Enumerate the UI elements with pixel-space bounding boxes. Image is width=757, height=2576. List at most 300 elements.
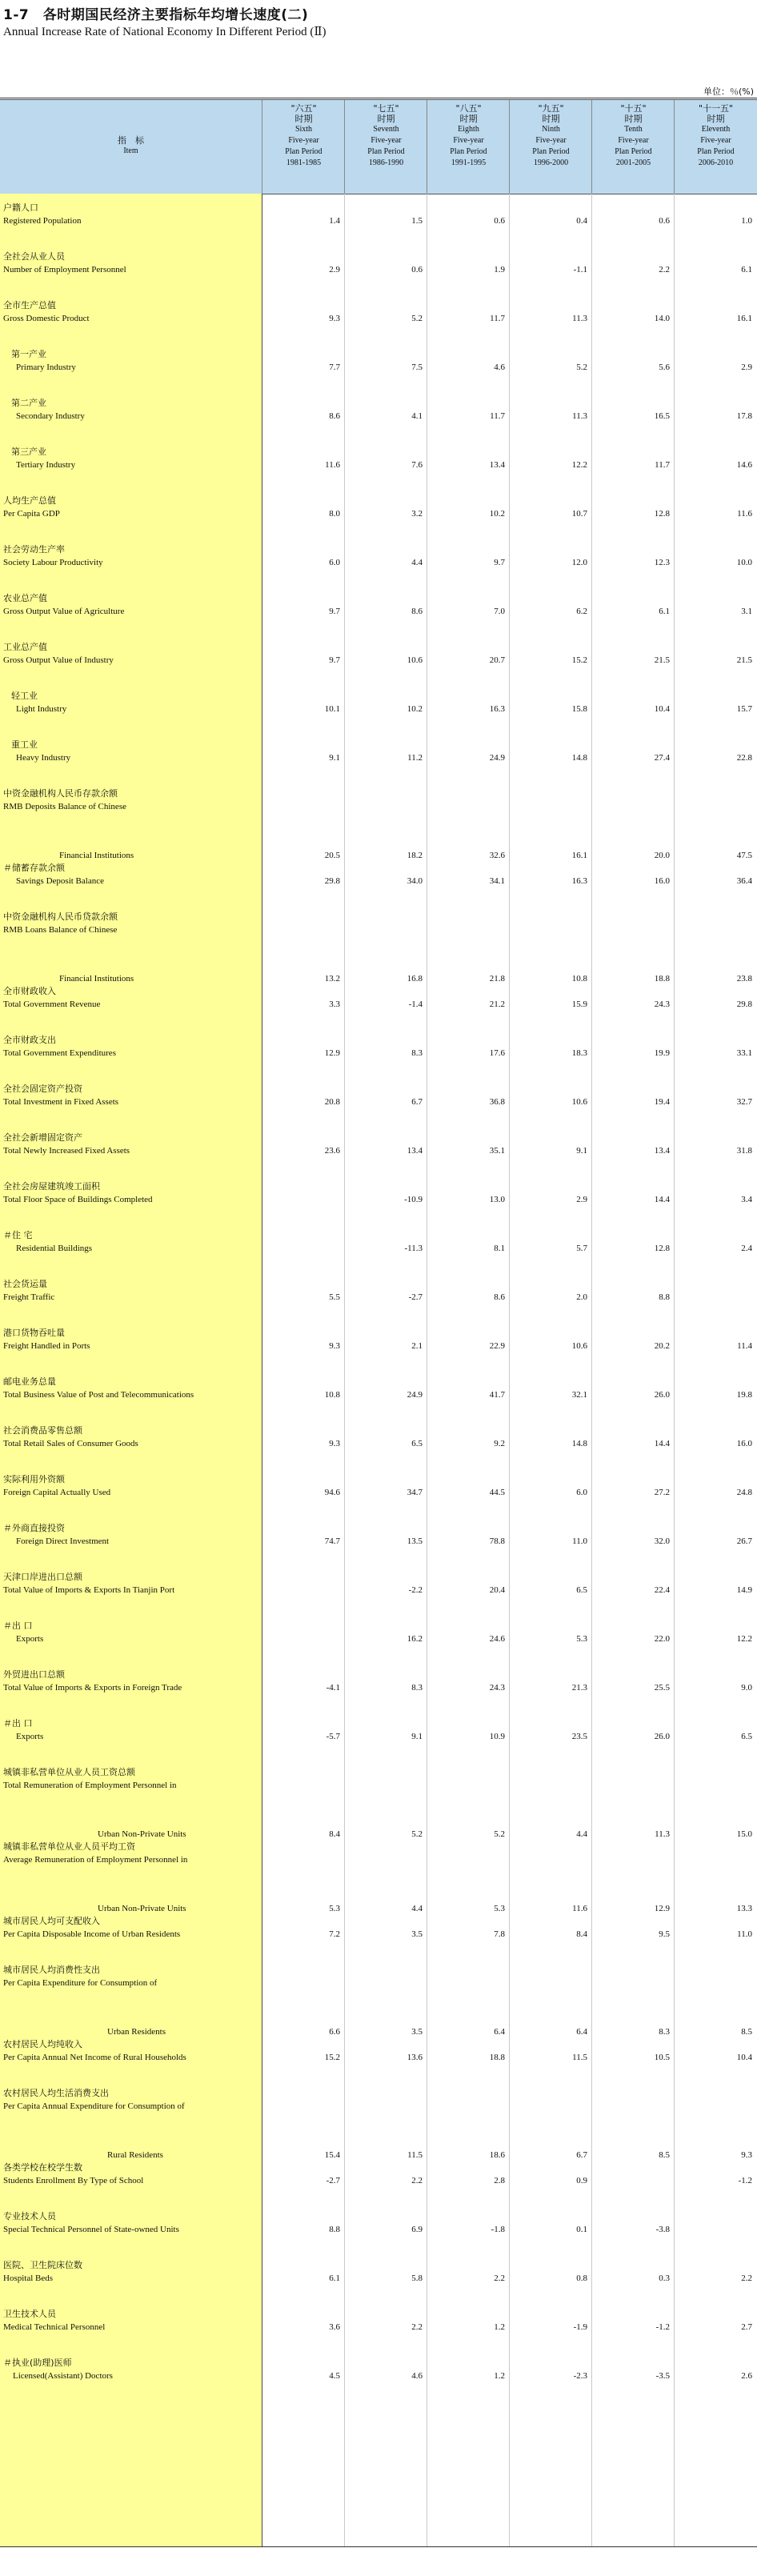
table-cell: -1.2	[655, 2322, 670, 2332]
table-row	[0, 836, 757, 862]
table-cell: 10.6	[571, 1341, 587, 1351]
table-cell: 78.8	[489, 1536, 505, 1546]
table-cell: 8.1	[494, 1244, 505, 1253]
table-cell: 20.0	[654, 851, 670, 860]
table-cell: 6.4	[576, 2027, 587, 2037]
table-cell: 74.7	[324, 1536, 340, 1546]
table-row	[0, 2013, 757, 2038]
row-label-cn: 中资金融机构人民币贷款余额	[3, 911, 118, 922]
table-cell: 10.6	[571, 1097, 587, 1107]
table-cell: 15.4	[324, 2150, 340, 2160]
table-cell: 24.8	[736, 1488, 752, 1497]
row-label-en: Per Capita Disposable Income of Urban Residents	[3, 1929, 181, 1939]
table-cell: 13.4	[654, 1146, 670, 1156]
row-label-en: Students Enrollment By Type of School	[3, 2176, 144, 2185]
period-header	[344, 100, 427, 194]
row-label-cn: 各类学校在校学生数	[3, 2162, 82, 2173]
table-cell: 11.6	[737, 509, 752, 519]
table-cell: 5.2	[411, 1829, 423, 1839]
table-cell: 11.6	[325, 460, 340, 470]
period-header	[262, 100, 345, 194]
table-cell: 15.2	[324, 2053, 340, 2062]
table-cell: 3.5	[411, 1929, 423, 1939]
row-label-cn: 全社会房屋建筑竣工面积	[3, 1181, 100, 1192]
table-row	[0, 1571, 757, 1596]
row-label-cn: 社会消费品零售总额	[3, 1425, 82, 1436]
table-cell: 13.4	[407, 1146, 423, 1156]
table-cell: 7.0	[494, 607, 505, 616]
row-label-en: Medical Technical Personnel	[3, 2322, 106, 2332]
table-cell: 12.9	[324, 1048, 340, 1058]
period-name-cn: "八五"	[455, 103, 482, 114]
table-cell: 19.8	[736, 1390, 752, 1400]
table-cell: -1.9	[573, 2322, 587, 2332]
table-cell: -3.8	[655, 2225, 670, 2234]
table-row	[0, 641, 757, 667]
table-cell: 13.2	[324, 974, 340, 984]
table-cell: 11.0	[572, 1536, 587, 1546]
row-label-cn: 外贸进出口总额	[3, 1669, 65, 1680]
table-cell: 17.8	[736, 411, 752, 421]
period-name-cn: "九五"	[538, 103, 564, 114]
table-cell: 16.0	[654, 876, 670, 886]
table-cell: 8.4	[329, 1829, 340, 1839]
row-label-cn: 农村居民人均纯收入	[3, 2039, 82, 2049]
table-header	[0, 99, 757, 194]
table-cell: -3.5	[655, 2371, 670, 2381]
row-label-cn: 城镇非私营单位从业人员平均工资	[3, 1841, 135, 1852]
table-cell: 5.5	[329, 1292, 340, 1302]
table-cell: -10.9	[404, 1195, 423, 1204]
table-cell: 18.3	[571, 1048, 587, 1058]
table-cell: -1.8	[491, 2225, 505, 2234]
row-label-cn: 第一产业	[11, 349, 46, 359]
table-cell: 4.4	[411, 558, 423, 567]
table-cell: 10.5	[654, 2053, 670, 2062]
table-cell: 3.4	[741, 1195, 752, 1204]
table-cell: -11.3	[404, 1244, 423, 1253]
row-label-en: Licensed(Assistant) Doctors	[13, 2371, 113, 2381]
row-label-en: Urban Non-Private Units	[98, 1829, 186, 1839]
table-cell: 9.7	[329, 607, 340, 616]
table-cell: 4.1	[411, 411, 423, 421]
table-cell: 13.5	[407, 1536, 423, 1546]
table-cell: 1.2	[494, 2371, 505, 2381]
period-suffix-cn: 时期	[294, 114, 313, 124]
row-label-en: Total Value of Imports & Exports In Tianjin Port	[3, 1585, 175, 1595]
table-row	[0, 1964, 757, 1989]
table-row	[0, 1766, 757, 1792]
row-label-en: Total Value of Imports & Exports in Foreign Trade	[3, 1683, 182, 1693]
item-header-en: Item	[123, 146, 138, 155]
row-label-cn: 专业技术人员	[3, 2211, 56, 2221]
table-cell: 2.6	[741, 2371, 752, 2381]
table-cell: 6.5	[741, 1732, 752, 1741]
row-label-cn: 户籍人口	[3, 202, 38, 213]
table-cell: 20.2	[654, 1341, 670, 1351]
table-cell: 0.1	[576, 2225, 587, 2234]
table-cell: 11.5	[407, 2150, 423, 2160]
row-label-cn: 港口货物吞吐量	[3, 1328, 65, 1338]
row-label-cn: 中资金融机构人民币存款余额	[3, 788, 118, 799]
table-row	[0, 1424, 757, 1450]
table-cell: 8.3	[411, 1683, 423, 1693]
table-cell: 8.8	[329, 2225, 340, 2234]
table-cell: 7.5	[411, 363, 423, 372]
period-header	[427, 100, 510, 194]
table-cell: 5.3	[494, 1904, 505, 1913]
table-cell: 3.6	[329, 2322, 340, 2332]
table-cell: 5.8	[411, 2274, 423, 2283]
table-cell: 16.3	[571, 876, 587, 886]
row-label-en: Foreign Direct Investment	[16, 1536, 110, 1546]
table-cell: 2.7	[741, 2322, 752, 2332]
table-row	[0, 2210, 757, 2236]
row-label-en: Total Investment in Fixed Assets	[3, 1097, 119, 1107]
table-cell: 3.2	[411, 509, 423, 519]
table-cell: 11.2	[407, 753, 423, 763]
table-cell: 10.2	[489, 509, 505, 519]
row-label-cn: 农业总产值	[3, 593, 47, 603]
period-header	[509, 100, 592, 194]
column-divider	[509, 194, 510, 2546]
table-cell: 18.8	[654, 974, 670, 984]
table-row	[0, 1620, 757, 1645]
table-cell: 23.5	[571, 1732, 587, 1741]
period-name-en: Five-year	[453, 136, 484, 145]
table-cell: 23.8	[736, 974, 752, 984]
table-row	[0, 1841, 757, 1866]
period-name-en: Eighth	[458, 125, 479, 134]
row-label-en: Total Retail Sales of Consumer Goods	[3, 1439, 138, 1448]
row-label-cn: 工业总产值	[3, 642, 47, 652]
table-cell: 16.2	[407, 1634, 423, 1644]
table-cell: 9.3	[741, 2150, 752, 2160]
table-cell: 5.3	[329, 1904, 340, 1913]
table-row	[0, 1034, 757, 1060]
table-cell: 9.3	[329, 1341, 340, 1351]
period-name-en: Ninth	[542, 125, 560, 134]
table-cell: 11.7	[490, 314, 505, 323]
table-cell: 4.6	[411, 2371, 423, 2381]
table-cell: 12.2	[736, 1634, 752, 1644]
table-cell: 8.6	[329, 411, 340, 421]
table-cell: 9.1	[576, 1146, 587, 1156]
table-cell: 32.1	[571, 1390, 587, 1400]
row-label-en: Per Capita GDP	[3, 509, 60, 519]
row-label-en: Residential Buildings	[16, 1244, 93, 1253]
column-divider	[674, 194, 675, 2546]
table-cell: 20.7	[489, 655, 505, 665]
row-label-en: Society Labour Productivity	[3, 558, 103, 567]
row-label-en: Foreign Capital Actually Used	[3, 1488, 111, 1497]
bottom-rule	[0, 2546, 757, 2547]
table-row	[0, 1083, 757, 1108]
period-name-en: Plan Period	[532, 147, 570, 156]
table-cell: 11.0	[737, 1929, 752, 1939]
table-cell: 20.4	[489, 1585, 505, 1595]
table-cell: 7.7	[329, 363, 340, 372]
row-label-en: Number of Employment Personnel	[3, 265, 126, 274]
table-row	[0, 862, 757, 887]
table-cell: 10.4	[736, 2053, 752, 2062]
table-cell: 22.9	[489, 1341, 505, 1351]
period-years: 1991-1995	[451, 158, 487, 167]
row-label-en: Total Newly Increased Fixed Assets	[3, 1146, 130, 1156]
table-row	[0, 299, 757, 325]
table-cell: 4.4	[576, 1829, 587, 1839]
table-cell: 8.8	[659, 1292, 670, 1302]
table-cell: 11.3	[572, 411, 587, 421]
table-cell: 27.4	[654, 753, 670, 763]
row-label-cn: 城市居民人均消费性支出	[3, 1965, 100, 1975]
table-cell: 24.3	[654, 1000, 670, 1009]
row-label-cn: 全市财政支出	[3, 1035, 56, 1045]
table-cell: 6.7	[576, 2150, 587, 2160]
table-cell: 3.3	[329, 1000, 340, 1009]
table-cell: 6.6	[329, 2027, 340, 2037]
table-cell: 13.0	[489, 1195, 505, 1204]
table-cell: 0.6	[659, 216, 670, 226]
table-cell: 10.6	[407, 655, 423, 665]
table-cell: 10.0	[736, 558, 752, 567]
table-cell: 5.3	[576, 1634, 587, 1644]
period-name-cn: "七五"	[373, 103, 399, 114]
table-cell: 10.1	[324, 704, 340, 714]
table-cell: 3.1	[741, 607, 752, 616]
table-cell: 6.5	[411, 1439, 423, 1448]
table-cell: 12.3	[654, 558, 670, 567]
row-label-en: Per Capita Annual Expenditure for Consumption of	[3, 2101, 185, 2111]
table-cell: 24.6	[489, 1634, 505, 1644]
row-label-cn: 第二产业	[11, 398, 46, 408]
table-cell: 5.2	[494, 1829, 505, 1839]
row-label-cn: 全市生产总值	[3, 300, 56, 310]
table-cell: 2.1	[411, 1341, 423, 1351]
table-cell: 14.9	[736, 1585, 752, 1595]
table-cell: 2.9	[576, 1195, 587, 1204]
table-cell: 6.5	[576, 1585, 587, 1595]
table-cell: 10.4	[654, 704, 670, 714]
table-cell: 19.4	[654, 1097, 670, 1107]
table-cell: 2.0	[576, 1292, 587, 1302]
table-cell: 94.6	[324, 1488, 340, 1497]
period-name-en: Plan Period	[615, 147, 652, 156]
row-label-en: Exports	[16, 1634, 44, 1644]
table-cell: 18.8	[489, 2053, 505, 2062]
table-cell: 16.8	[407, 974, 423, 984]
table-cell: 1.5	[411, 216, 423, 226]
table-cell: 27.2	[654, 1488, 670, 1497]
table-cell: -1.2	[738, 2176, 752, 2185]
table-row	[0, 2038, 757, 2064]
table-cell: 11.6	[572, 1904, 587, 1913]
row-label-cn: 邮电业务总量	[3, 1376, 56, 1387]
table-cell: 1.2	[494, 2322, 505, 2332]
table-cell: 11.7	[655, 460, 670, 470]
table-row	[0, 787, 757, 813]
table-cell: 24.9	[489, 753, 505, 763]
table-cell: 1.9	[494, 265, 505, 274]
table-cell: 0.6	[411, 265, 423, 274]
row-label-cn: 第三产业	[11, 447, 46, 457]
table-cell: 8.5	[659, 2150, 670, 2160]
table-cell: 8.6	[494, 1292, 505, 1302]
table-cell: 6.9	[411, 2225, 423, 2234]
row-label-cn: 社会货运量	[3, 1279, 47, 1289]
row-label-en: Light Industry	[16, 704, 67, 714]
table-cell: 34.7	[407, 1488, 423, 1497]
table-cell: 13.6	[407, 2053, 423, 2062]
table-cell: 12.8	[654, 1244, 670, 1253]
item-header-cn: 指 标	[118, 135, 144, 146]
table-cell: 10.8	[571, 974, 587, 984]
table-row	[0, 1815, 757, 1841]
row-label-cn: 天津口岸进出口总额	[3, 1572, 82, 1582]
table-cell: -1.1	[573, 265, 587, 274]
table-cell: 2.4	[741, 1244, 752, 1253]
row-label-en: Total Business Value of Post and Telecommunications	[3, 1390, 194, 1400]
table-cell: 2.2	[411, 2176, 423, 2185]
row-label-en: Special Technical Personnel of State-owned Units	[3, 2225, 179, 2234]
table-cell: 9.2	[494, 1439, 505, 1448]
table-cell: 44.5	[489, 1488, 505, 1497]
table-row	[0, 495, 757, 520]
table-cell: 2.9	[741, 363, 752, 372]
row-label-en: Total Floor Space of Buildings Completed	[3, 1195, 153, 1204]
table-cell: 10.9	[489, 1732, 505, 1741]
table-cell: 16.0	[736, 1439, 752, 1448]
table-cell: 16.3	[489, 704, 505, 714]
table-cell: 13.3	[736, 1904, 752, 1913]
period-name-en: Plan Period	[367, 147, 405, 156]
period-name-en: Five-year	[535, 136, 567, 145]
table-cell: 5.2	[576, 363, 587, 372]
table-row	[0, 2136, 757, 2161]
row-label-cn: 卫生技术人员	[3, 2309, 56, 2319]
row-label-en: Gross Output Value of Agriculture	[3, 607, 125, 616]
row-label-cn: 农村居民人均生活消费支出	[3, 2088, 109, 2098]
table-row	[0, 1132, 757, 1157]
table-row	[0, 1522, 757, 1548]
table-row	[0, 1473, 757, 1499]
table-cell: 2.2	[494, 2274, 505, 2283]
row-label-cn: 城镇非私营单位从业人员工资总额	[3, 1767, 135, 1777]
table-cell: 4.6	[494, 363, 505, 372]
period-years: 2006-2010	[698, 158, 734, 167]
table-cell: 22.4	[654, 1585, 670, 1595]
table-cell: 6.2	[576, 607, 587, 616]
table-cell: 15.8	[571, 704, 587, 714]
period-suffix-cn: 时期	[542, 114, 560, 124]
table-row	[0, 2087, 757, 2113]
row-label-en: Secondary Industry	[16, 411, 85, 421]
table-cell: 29.8	[736, 1000, 752, 1009]
table-cell: 34.0	[407, 876, 423, 886]
table-cell: 8.0	[329, 509, 340, 519]
row-label-en: Freight Handled in Ports	[3, 1341, 90, 1351]
period-years: 1981-1985	[286, 158, 322, 167]
table-cell: 32.7	[736, 1097, 752, 1107]
table-cell: 11.5	[572, 2053, 587, 2062]
table-row	[0, 1229, 757, 1255]
table-cell: -2.7	[326, 2176, 340, 2185]
table-cell: 33.1	[736, 1048, 752, 1058]
table-cell: 29.8	[324, 876, 340, 886]
table-row	[0, 543, 757, 569]
row-label-cn: 实际利用外资额	[3, 1474, 65, 1484]
table-cell: -1.4	[408, 1000, 423, 1009]
table-cell: 0.4	[576, 216, 587, 226]
row-label-cn: 医院、卫生院床位数	[3, 2260, 82, 2270]
table-row	[0, 202, 757, 227]
period-name-en: Sixth	[294, 125, 313, 134]
table-cell: 23.6	[324, 1146, 340, 1156]
table-cell: 9.7	[329, 655, 340, 665]
table-cell: 16.1	[571, 851, 587, 860]
table-row	[0, 2259, 757, 2285]
table-cell: 26.0	[654, 1732, 670, 1741]
table-cell: 5.6	[659, 363, 670, 372]
row-label-en: Savings Deposit Balance	[16, 876, 104, 886]
table-cell: 9.5	[659, 1929, 670, 1939]
row-label-cn: 城市居民人均可支配收入	[3, 1916, 100, 1926]
table-cell: 15.7	[736, 704, 752, 714]
table-row	[0, 2308, 757, 2334]
table-cell: 0.3	[659, 2274, 670, 2283]
table-cell: 41.7	[489, 1390, 505, 1400]
table-row	[0, 1180, 757, 1206]
table-cell: -2.7	[408, 1292, 423, 1302]
period-header	[591, 100, 675, 194]
period-suffix-cn: 时期	[377, 114, 395, 124]
period-header	[674, 100, 757, 194]
table-cell: 20.8	[324, 1097, 340, 1107]
table-cell: 14.8	[571, 753, 587, 763]
row-label-cn: 人均生产总值	[3, 495, 56, 506]
table-cell: 18.6	[489, 2150, 505, 2160]
row-label-cn: 全市财政收入	[3, 986, 56, 996]
table-cell: 21.8	[489, 974, 505, 984]
row-label-en: Rural Residents	[107, 2150, 163, 2160]
row-label-en: Gross Output Value of Industry	[3, 655, 114, 665]
table-cell: 4.5	[329, 2371, 340, 2381]
row-label-en: Registered Population	[3, 216, 82, 226]
period-name-en: Plan Period	[697, 147, 735, 156]
table-cell: 11.3	[655, 1829, 670, 1839]
row-label-en: Total Government Expenditures	[3, 1048, 116, 1058]
period-name-cn: "十五"	[620, 103, 647, 114]
table-cell: 6.4	[494, 2027, 505, 2037]
table-cell: 4.4	[411, 1904, 423, 1913]
table-cell: 14.8	[571, 1439, 587, 1448]
column-divider	[344, 194, 345, 2546]
row-label-cn: ＃储蓄存款余额	[3, 863, 65, 873]
period-name-en: Five-year	[618, 136, 649, 145]
table-cell: 11.3	[572, 314, 587, 323]
table-cell: 21.2	[489, 1000, 505, 1009]
table-cell: 21.5	[654, 655, 670, 665]
table-cell: -4.1	[326, 1683, 340, 1693]
row-label-cn: ＃住 宅	[3, 1230, 33, 1240]
table-cell: 12.9	[654, 1904, 670, 1913]
row-label-cn: 轻工业	[11, 691, 38, 701]
row-label-en: Tertiary Industry	[16, 460, 76, 470]
table-row	[0, 985, 757, 1011]
table-cell: 32.0	[654, 1536, 670, 1546]
table-cell: 36.8	[489, 1097, 505, 1107]
table-cell: 26.0	[654, 1390, 670, 1400]
